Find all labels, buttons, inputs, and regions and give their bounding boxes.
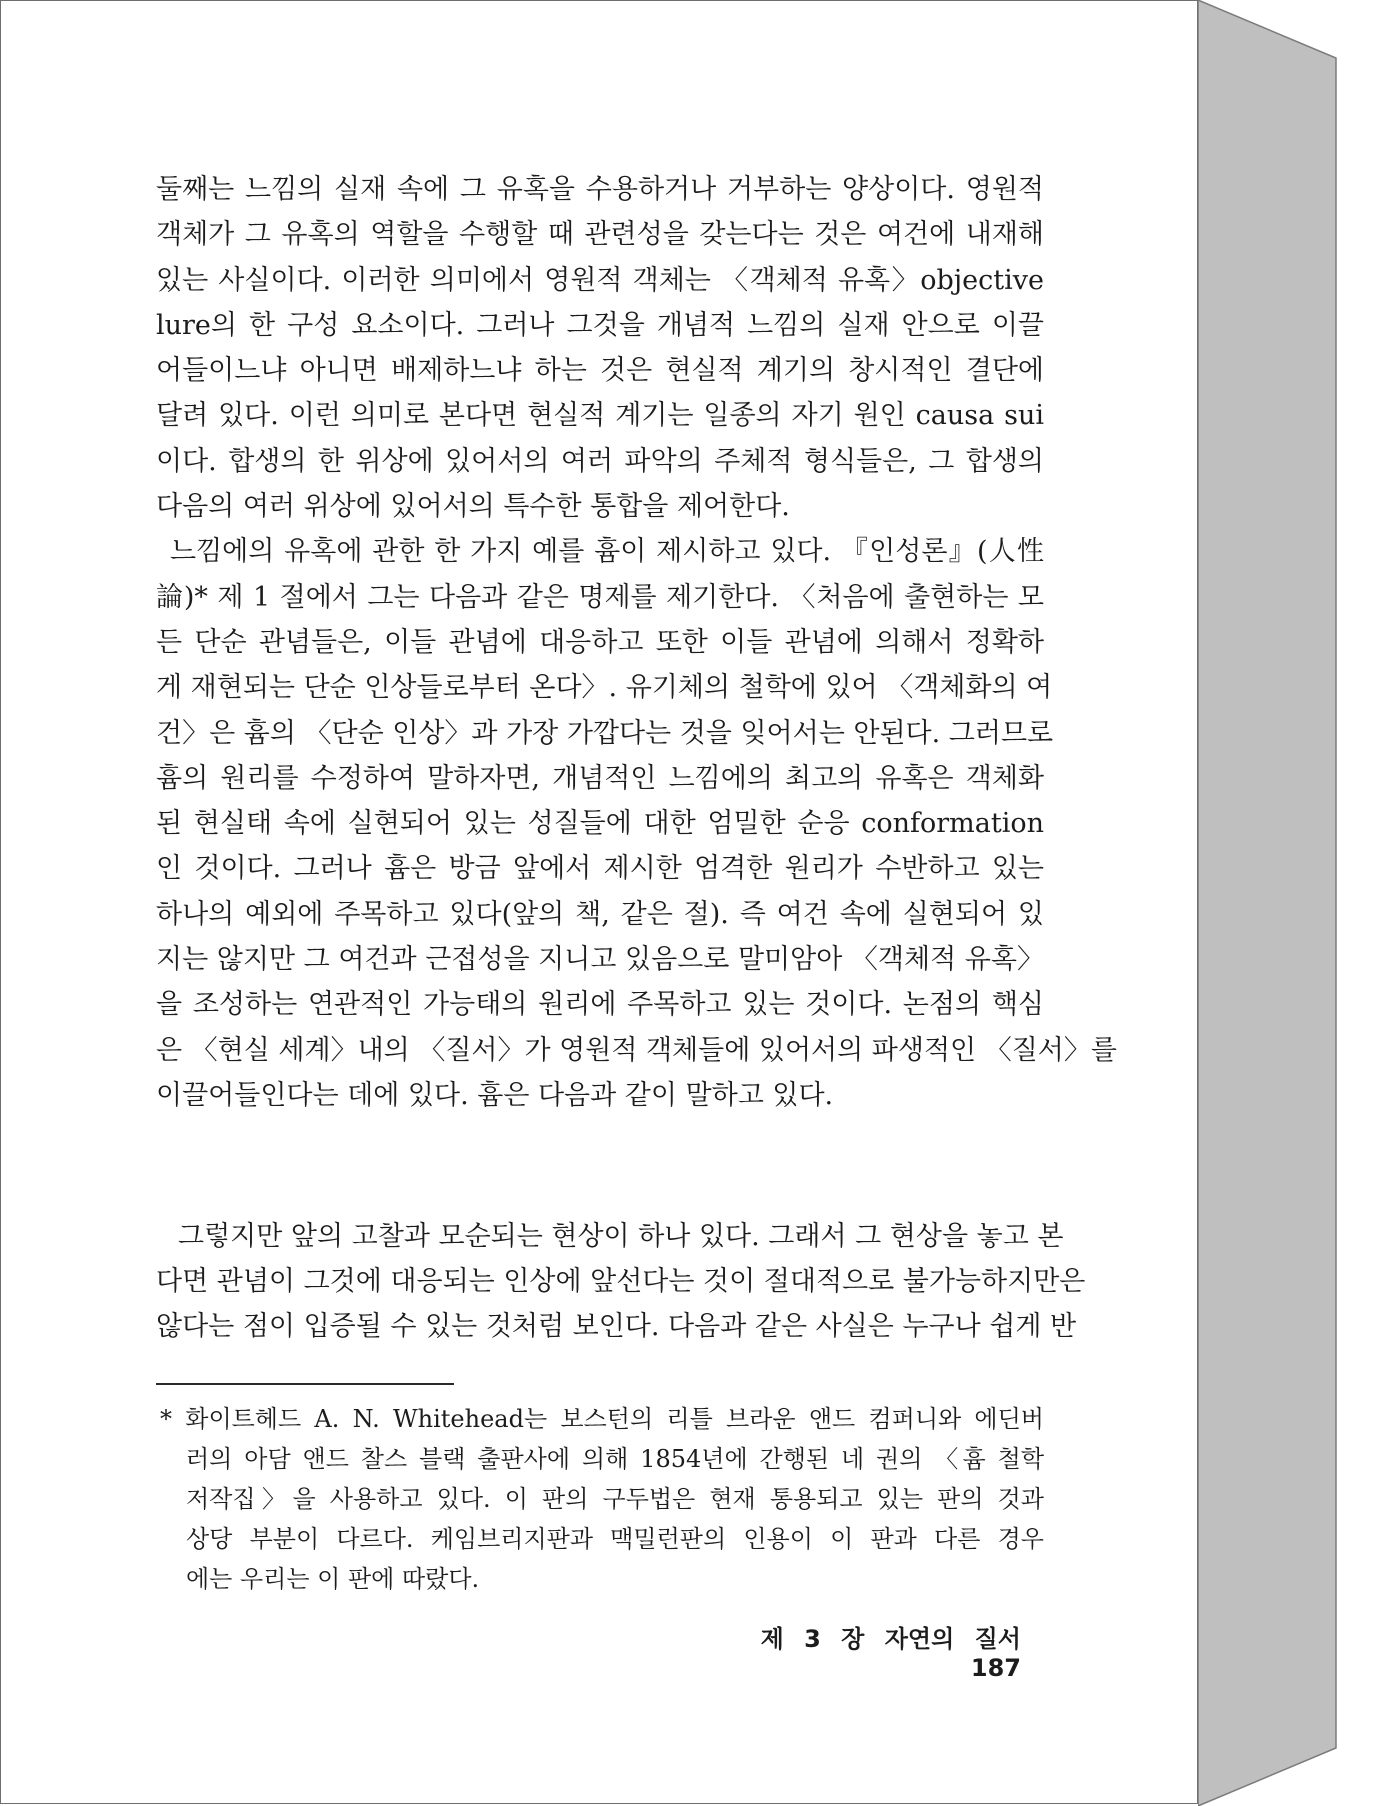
body-line: 을 조성하는 연관적인 가능태의 원리에 주목하고 있는 것이다. 논점의 핵심 — [156, 989, 1044, 1021]
body-line: 어들이느냐 아니면 배제하느냐 하는 것은 현실적 계기의 창시적인 결단에 — [156, 355, 1044, 387]
body-line: 된 현실태 속에 실현되어 있는 성질들에 대한 엄밀한 순응 conformation — [156, 808, 1044, 840]
body-line: 다음의 여러 위상에 있어서의 특수한 통합을 제어한다. — [156, 491, 790, 523]
quote-line: 다면 관념이 그것에 대응되는 인상에 앞선다는 것이 절대적으로 불가능하지만은 — [156, 1266, 1086, 1297]
running-footer — [701, 1619, 1021, 1682]
chapter-title: 자연의 질서 — [884, 1625, 1021, 1653]
body-line: 달려 있다. 이런 의미로 본다면 현실적 계기는 일종의 자기 원인 causa sui — [156, 400, 1044, 432]
page-number: 187 — [970, 1654, 1021, 1682]
body-line: 흄의 원리를 수정하여 말하자면, 개념적인 느낌에의 최고의 유혹은 객체화 — [156, 762, 1044, 794]
block-quote — [156, 1214, 1086, 1349]
body-line: 게 재현되는 단순 인상들로부터 온다〉. 유기체의 철학에 있어 〈객체화의 여 — [156, 672, 1053, 704]
book-edge — [1198, 0, 1340, 1806]
body-line: 인 것이다. 그러나 흄은 방금 앞에서 제시한 엄격한 원리가 수반하고 있는 — [156, 853, 1044, 885]
body-line: 느낌에의 유혹에 관한 한 가지 예를 흄이 제시하고 있다. 『인성론』(人性 — [170, 536, 1044, 568]
body-text — [156, 167, 1117, 1118]
footnote-line: 러의 아담 앤드 찰스 블랙 출판사에 의해 1854년에 간행된 네 권의 〈흄 철학 — [186, 1445, 1044, 1473]
body-line: 하나의 예외에 주목하고 있다(앞의 책, 같은 절). 즉 여건 속에 실현되어 있 — [156, 898, 1044, 930]
body-line: 이끌어들인다는 데에 있다. 흄은 다음과 같이 말하고 있다. — [156, 1079, 834, 1111]
quote-line: 그렇지만 앞의 고찰과 모순되는 현상이 하나 있다. 그래서 그 현상을 놓고 본 — [178, 1221, 1064, 1252]
body-line: 지는 않지만 그 여건과 근접성을 지니고 있음으로 말미암아 〈객체적 유혹〉 — [156, 944, 1044, 976]
footnote-line: 저작집〉을 사용하고 있다. 이 판의 구두법은 현재 통용되고 있는 판의 것과 — [186, 1485, 1044, 1513]
body-line: 이다. 합생의 한 위상에 있어서의 여러 파악의 주체적 형식들은, 그 합생의 — [156, 445, 1044, 477]
footnote — [160, 1399, 1044, 1599]
body-line: 있는 사실이다. 이러한 의미에서 영원적 객체는 〈객체적 유혹〉objective — [156, 264, 1044, 296]
quote-line: 않다는 점이 입증될 수 있는 것처럼 보인다. 다음과 같은 사실은 누구나 쉽게 반 — [156, 1311, 1077, 1342]
footnote-line: * 화이트헤드 A. N. Whitehead는 보스턴의 리틀 브라운 앤드 컴퍼니와 에딘버 — [160, 1405, 1044, 1433]
body-line: lure의 한 구성 요소이다. 그러나 그것을 개념적 느낌의 실재 안으로 이끌 — [156, 309, 1044, 341]
body-line: 둘째는 느낌의 실재 속에 그 유혹을 수용하거나 거부하는 양상이다. 영원적 — [156, 174, 1044, 205]
footnote-line: 상당 부분이 다르다. 케임브리지판과 맥밀런판의 인용이 이 판과 다른 경우 — [186, 1525, 1044, 1553]
chapter-label: 제 3 장 — [760, 1625, 865, 1653]
body-line: 건〉은 흄의 〈단순 인상〉과 가장 가깝다는 것을 잊어서는 안된다. 그러므로 — [156, 717, 1054, 749]
body-line: 論)* 제 1 절에서 그는 다음과 같은 명제를 제기한다. 〈처음에 출현하는 모 — [156, 581, 1044, 613]
body-line: 은 〈현실 세계〉내의 〈질서〉가 영원적 객체들에 있어서의 파생적인 〈질서〉를 — [156, 1034, 1117, 1066]
footnote-line: 에는 우리는 이 판에 따랐다. — [186, 1565, 480, 1593]
footnote-divider — [156, 1383, 454, 1385]
body-line: 객체가 그 유혹의 역할을 수행할 때 관련성을 갖는다는 것은 여건에 내재해 — [156, 219, 1044, 251]
body-line: 든 단순 관념들은, 이들 관념에 대응하고 또한 이들 관념에 의해서 정확하 — [156, 626, 1044, 658]
